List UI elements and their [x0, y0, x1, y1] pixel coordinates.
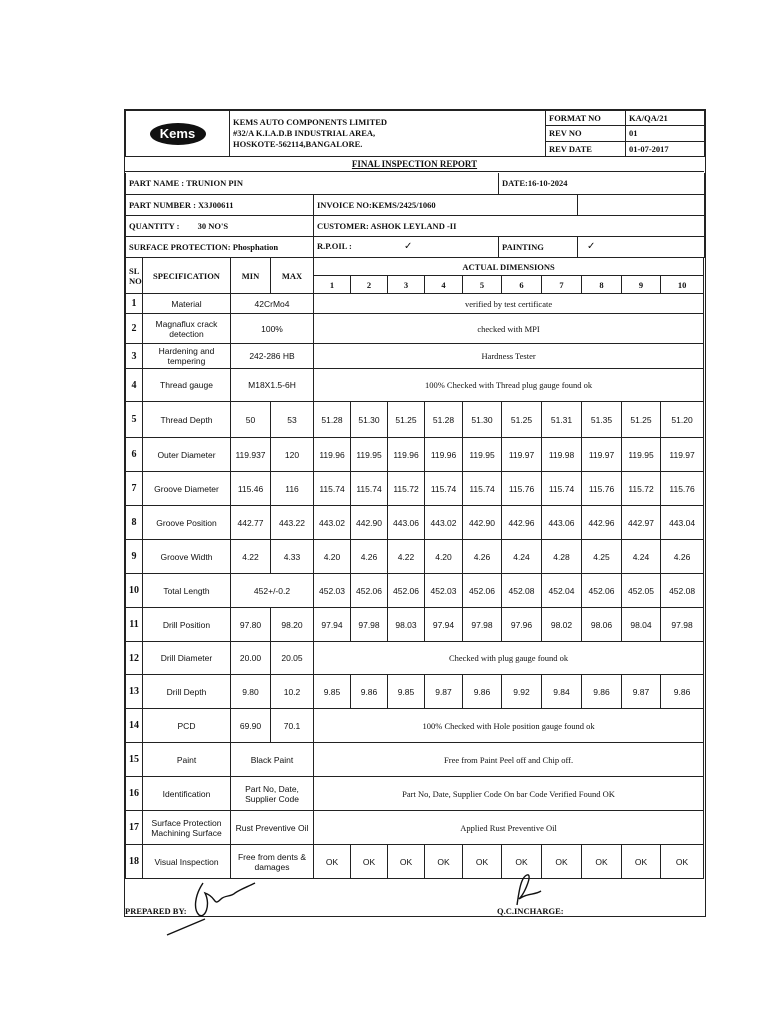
- max-header: MAX: [271, 258, 314, 294]
- row-sl-no: 14: [126, 709, 143, 743]
- company-address: [230, 111, 546, 157]
- row-value: 119.95: [463, 438, 502, 472]
- row-min: 69.90: [231, 709, 271, 743]
- row-value: 51.35: [582, 402, 622, 438]
- row-value: 4.26: [463, 540, 502, 574]
- row-specification: Drill Depth: [143, 675, 231, 709]
- row-min: 4.22: [231, 540, 271, 574]
- company-address-line1: #32/A K.I.A.D.B INDUSTRIAL AREA,: [233, 128, 376, 138]
- row-sl-no: 9: [126, 540, 143, 574]
- row-value: 443.06: [388, 506, 425, 540]
- row-value: 452.06: [582, 574, 622, 608]
- table-row: [126, 777, 704, 811]
- row-value: 9.85: [314, 675, 351, 709]
- row-verification-note: Part No, Date, Supplier Code On bar Code Verified Found OK: [314, 777, 704, 811]
- row-value: 9.87: [425, 675, 463, 709]
- table-row: [126, 845, 704, 879]
- row-value: OK: [502, 845, 542, 879]
- table-row: [126, 811, 704, 845]
- row-value: 4.24: [502, 540, 542, 574]
- row-value: 51.25: [502, 402, 542, 438]
- sample-col-header: 4: [425, 276, 463, 294]
- row-value: 51.25: [622, 402, 661, 438]
- row-specification: Thread gauge: [143, 369, 231, 402]
- row-value: 4.22: [388, 540, 425, 574]
- row-value: 97.96: [502, 608, 542, 642]
- row-sl-no: 1: [126, 294, 143, 314]
- row-value: 97.94: [314, 608, 351, 642]
- table-row: [126, 540, 704, 574]
- row-specification: Total Length: [143, 574, 231, 608]
- row-value: 443.02: [425, 506, 463, 540]
- report-date: DATE:16-10-2024: [499, 173, 705, 194]
- row-value: 115.76: [502, 472, 542, 506]
- row-max: 70.1: [271, 709, 314, 743]
- rp-oil-cell: [314, 236, 499, 257]
- row-value: 119.98: [542, 438, 582, 472]
- row-max: 116: [271, 472, 314, 506]
- row-value: 452.08: [661, 574, 704, 608]
- table-row: [126, 402, 704, 438]
- row-value: 4.24: [622, 540, 661, 574]
- row-sl-no: 2: [126, 314, 143, 344]
- row-min: 97.80: [231, 608, 271, 642]
- row-value: 97.98: [661, 608, 704, 642]
- row-specification: Groove Diameter: [143, 472, 231, 506]
- row-value: OK: [542, 845, 582, 879]
- row-value: 4.25: [582, 540, 622, 574]
- row-value: 9.86: [351, 675, 388, 709]
- row-value: 115.74: [351, 472, 388, 506]
- row-specification: Visual Inspection: [143, 845, 231, 879]
- row-value: 442.96: [502, 506, 542, 540]
- surface-protection-cell: [126, 236, 314, 257]
- row-verification-note: Checked with plug gauge found ok: [314, 642, 704, 675]
- row-value: 51.31: [542, 402, 582, 438]
- sl-no-header: SL NO: [126, 258, 143, 294]
- row-value: 97.98: [351, 608, 388, 642]
- table-row: [126, 506, 704, 540]
- specification-header: SPECIFICATION: [143, 258, 231, 294]
- row-value: 452.03: [314, 574, 351, 608]
- row-specification: Drill Diameter: [143, 642, 231, 675]
- company-name: KEMS AUTO COMPONENTS LIMITED: [233, 117, 388, 127]
- row-value: 9.84: [542, 675, 582, 709]
- inspection-table: [125, 257, 704, 879]
- row-value: 51.28: [425, 402, 463, 438]
- row-value: 9.86: [463, 675, 502, 709]
- row-value: 442.90: [463, 506, 502, 540]
- row-value: 452.05: [622, 574, 661, 608]
- table-row: [126, 574, 704, 608]
- row-min: 50: [231, 402, 271, 438]
- row-spec-range: Rust Preventive Oil: [231, 811, 314, 845]
- prepared-by-signature: [165, 875, 265, 945]
- company-address-line2: HOSKOTE-562114,BANGALORE.: [233, 139, 363, 149]
- rp-oil-tick-icon: ✓: [404, 241, 413, 252]
- qc-incharge-label: Q.C.INCHARGE:: [497, 906, 564, 916]
- row-value: OK: [622, 845, 661, 879]
- rev-date-label: REV DATE: [546, 141, 626, 156]
- row-min: 115.46: [231, 472, 271, 506]
- table-row: [126, 675, 704, 709]
- quantity-label: QUANTITY :: [129, 220, 180, 231]
- row-value: 51.30: [351, 402, 388, 438]
- row-spec-range: 242-286 HB: [231, 344, 314, 369]
- row-value: 98.06: [582, 608, 622, 642]
- row-specification: Paint: [143, 743, 231, 777]
- format-no-label: FORMAT NO: [546, 111, 626, 126]
- row-value: 119.97: [661, 438, 704, 472]
- row-sl-no: 10: [126, 574, 143, 608]
- painting-tick-icon: ✓: [587, 241, 596, 252]
- row-value: 9.92: [502, 675, 542, 709]
- qc-incharge-signature: [507, 871, 547, 911]
- table-row: [126, 314, 704, 344]
- row-max: 53: [271, 402, 314, 438]
- row-sl-no: 7: [126, 472, 143, 506]
- row-value: 51.30: [463, 402, 502, 438]
- row-value: 9.85: [388, 675, 425, 709]
- table-row: [126, 294, 704, 314]
- row-value: 115.74: [425, 472, 463, 506]
- row-min: 119.937: [231, 438, 271, 472]
- row-value: 98.03: [388, 608, 425, 642]
- row-sl-no: 17: [126, 811, 143, 845]
- row-value: OK: [351, 845, 388, 879]
- row-value: 119.97: [582, 438, 622, 472]
- table-row: [126, 438, 704, 472]
- invoice-extra-cell: [578, 194, 705, 215]
- row-value: OK: [388, 845, 425, 879]
- row-verification-note: checked with MPI: [314, 314, 704, 344]
- row-value: 452.04: [542, 574, 582, 608]
- row-value: 51.28: [314, 402, 351, 438]
- sample-col-header: 2: [351, 276, 388, 294]
- row-value: OK: [463, 845, 502, 879]
- row-value: 119.95: [622, 438, 661, 472]
- row-specification: Groove Width: [143, 540, 231, 574]
- quantity-cell: [126, 215, 314, 236]
- row-value: 9.86: [661, 675, 704, 709]
- surface-protection-label: SURFACE PROTECTION:: [129, 241, 231, 252]
- row-value: 119.96: [388, 438, 425, 472]
- row-value: 115.74: [314, 472, 351, 506]
- rev-no-label: REV NO: [546, 126, 626, 141]
- table-row: [126, 709, 704, 743]
- row-value: OK: [582, 845, 622, 879]
- part-name: PART NAME : TRUNION PIN: [126, 173, 499, 194]
- row-verification-note: verified by test certificate: [314, 294, 704, 314]
- row-specification: Thread Depth: [143, 402, 231, 438]
- row-sl-no: 6: [126, 438, 143, 472]
- row-value: 115.74: [463, 472, 502, 506]
- sample-col-header: 9: [622, 276, 661, 294]
- actual-dimensions-header: ACTUAL DIMENSIONS: [314, 258, 704, 276]
- row-value: 115.76: [582, 472, 622, 506]
- row-value: 452.06: [463, 574, 502, 608]
- row-value: 443.06: [542, 506, 582, 540]
- report-title-text: FINAL INSPECTION REPORT: [351, 159, 478, 169]
- row-specification: Groove Position: [143, 506, 231, 540]
- row-spec-range: Free from dents & damages: [231, 845, 314, 879]
- sample-col-header: 7: [542, 276, 582, 294]
- row-value: 119.96: [425, 438, 463, 472]
- row-verification-note: 100% Checked with Thread plug gauge found ok: [314, 369, 704, 402]
- row-specification: Surface Protection Machining Surface: [143, 811, 231, 845]
- report-footer: [125, 879, 704, 917]
- row-value: 452.03: [425, 574, 463, 608]
- row-min: 9.80: [231, 675, 271, 709]
- row-value: 442.97: [622, 506, 661, 540]
- row-value: 443.04: [661, 506, 704, 540]
- row-sl-no: 18: [126, 845, 143, 879]
- sample-col-header: 1: [314, 276, 351, 294]
- row-value: 115.72: [388, 472, 425, 506]
- painting-label: PAINTING: [499, 236, 578, 257]
- row-verification-note: Applied Rust Preventive Oil: [314, 811, 704, 845]
- row-spec-range: 452+/-0.2: [231, 574, 314, 608]
- report-title: [125, 157, 704, 172]
- row-max: 98.20: [271, 608, 314, 642]
- row-specification: Magnaflux crack detection: [143, 314, 231, 344]
- row-sl-no: 12: [126, 642, 143, 675]
- row-value: 452.06: [388, 574, 425, 608]
- row-value: 4.26: [661, 540, 704, 574]
- row-specification: Identification: [143, 777, 231, 811]
- part-number: PART NUMBER : X3J00611: [126, 194, 314, 215]
- customer-name: CUSTOMER: ASHOK LEYLAND -II: [314, 215, 705, 236]
- sample-col-header: 10: [661, 276, 704, 294]
- rp-oil-label: R.P.OIL :: [317, 241, 352, 251]
- table-row: [126, 472, 704, 506]
- row-value: 452.06: [351, 574, 388, 608]
- row-sl-no: 8: [126, 506, 143, 540]
- row-sl-no: 16: [126, 777, 143, 811]
- row-max: 4.33: [271, 540, 314, 574]
- row-sl-no: 11: [126, 608, 143, 642]
- row-value: OK: [425, 845, 463, 879]
- row-value: 119.95: [351, 438, 388, 472]
- row-value: 9.87: [622, 675, 661, 709]
- quantity-value: 30 NO'S: [197, 220, 229, 231]
- row-value: 452.08: [502, 574, 542, 608]
- row-sl-no: 3: [126, 344, 143, 369]
- row-specification: PCD: [143, 709, 231, 743]
- row-specification: Material: [143, 294, 231, 314]
- row-value: 98.04: [622, 608, 661, 642]
- row-value: 443.02: [314, 506, 351, 540]
- row-value: OK: [661, 845, 704, 879]
- row-value: 442.90: [351, 506, 388, 540]
- row-min: 442.77: [231, 506, 271, 540]
- row-value: 4.20: [314, 540, 351, 574]
- row-spec-range: Part No, Date, Supplier Code: [231, 777, 314, 811]
- format-no-value: KA/QA/21: [626, 111, 705, 126]
- row-value: 98.02: [542, 608, 582, 642]
- row-spec-range: M18X1.5-6H: [231, 369, 314, 402]
- row-verification-note: Free from Paint Peel off and Chip off.: [314, 743, 704, 777]
- rev-date-value: 01-07-2017: [626, 141, 705, 156]
- row-value: 115.72: [622, 472, 661, 506]
- invoice-number: INVOICE NO:KEMS/2425/1060: [314, 194, 578, 215]
- row-verification-note: 100% Checked with Hole position gauge found ok: [314, 709, 704, 743]
- row-max: 443.22: [271, 506, 314, 540]
- row-sl-no: 5: [126, 402, 143, 438]
- row-value: 115.76: [661, 472, 704, 506]
- row-sl-no: 4: [126, 369, 143, 402]
- sample-col-header: 5: [463, 276, 502, 294]
- table-row: [126, 344, 704, 369]
- company-logo: [126, 111, 230, 157]
- report-header: [125, 110, 704, 157]
- row-max: 20.05: [271, 642, 314, 675]
- table-row: [126, 608, 704, 642]
- row-specification: Drill Position: [143, 608, 231, 642]
- row-value: 51.25: [388, 402, 425, 438]
- surface-protection-value: Phosphation: [232, 241, 279, 252]
- row-value: 4.20: [425, 540, 463, 574]
- row-value: 51.20: [661, 402, 704, 438]
- row-value: 442.96: [582, 506, 622, 540]
- row-value: 119.97: [502, 438, 542, 472]
- table-row: [126, 369, 704, 402]
- row-specification: Outer Diameter: [143, 438, 231, 472]
- row-max: 10.2: [271, 675, 314, 709]
- row-value: 4.28: [542, 540, 582, 574]
- sample-col-header: 3: [388, 276, 425, 294]
- row-value: 119.96: [314, 438, 351, 472]
- kems-logo: Kems: [150, 123, 206, 145]
- row-value: 97.98: [463, 608, 502, 642]
- min-header: MIN: [231, 258, 271, 294]
- row-sl-no: 15: [126, 743, 143, 777]
- part-details: [125, 173, 704, 257]
- painting-cell: [578, 236, 705, 257]
- sample-col-header: 6: [502, 276, 542, 294]
- row-value: 115.74: [542, 472, 582, 506]
- row-spec-range: 42CrMo4: [231, 294, 314, 314]
- row-min: 20.00: [231, 642, 271, 675]
- prepared-by-label: PREPARED BY:: [125, 906, 187, 916]
- row-value: OK: [314, 845, 351, 879]
- row-spec-range: 100%: [231, 314, 314, 344]
- row-spec-range: Black Paint: [231, 743, 314, 777]
- row-value: 97.94: [425, 608, 463, 642]
- rev-no-value: 01: [626, 126, 705, 141]
- table-row: [126, 642, 704, 675]
- inspection-report: [124, 109, 706, 917]
- row-verification-note: Hardness Tester: [314, 344, 704, 369]
- table-row: [126, 743, 704, 777]
- row-specification: Hardening and tempering: [143, 344, 231, 369]
- row-max: 120: [271, 438, 314, 472]
- sample-col-header: 8: [582, 276, 622, 294]
- row-value: 9.86: [582, 675, 622, 709]
- row-sl-no: 13: [126, 675, 143, 709]
- row-value: 4.26: [351, 540, 388, 574]
